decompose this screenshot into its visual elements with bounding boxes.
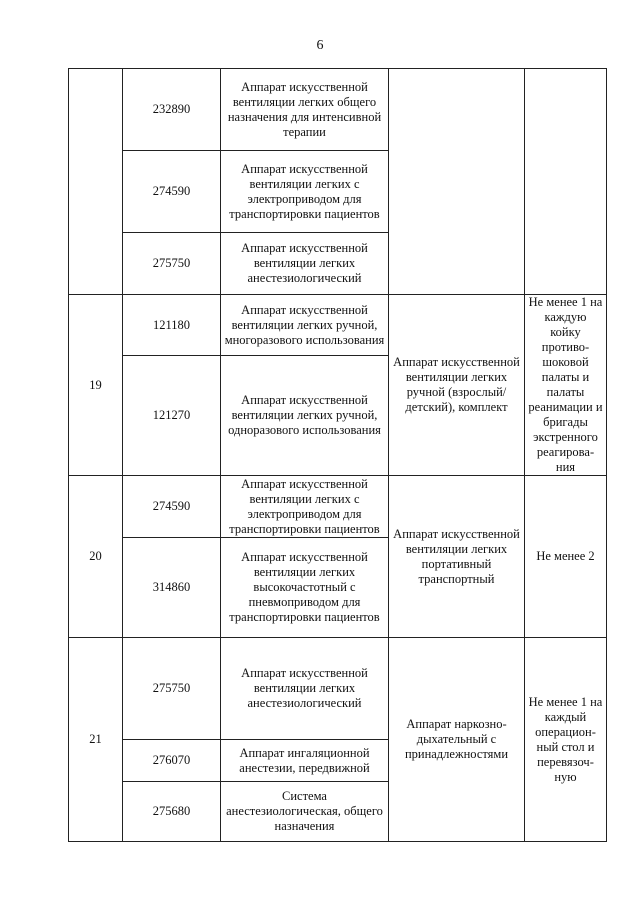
table-row (69, 69, 607, 151)
code-cell: 275750 (123, 638, 221, 740)
table-row (69, 638, 607, 740)
group-number-cell (69, 69, 123, 295)
code-cell: 121180 (123, 295, 221, 356)
page-number: 6 (316, 38, 324, 53)
equipment-table (68, 68, 607, 842)
name-cell: Аппарат искусственной вентиляции легких общего назначения для интенсивной терапии (221, 69, 389, 151)
code-cell: 275750 (123, 233, 221, 295)
quantity-cell (525, 69, 607, 295)
table-row (69, 476, 607, 538)
table-row (69, 295, 607, 356)
quantity-cell: Не менее 1 на каждый операцион-ный стол и перевязоч-ную (525, 638, 607, 842)
group-number-cell: 20 (69, 476, 123, 638)
name-cell: Аппарат искусственной вентиляции легких анестезиологический (221, 638, 389, 740)
device-cell (389, 69, 525, 295)
name-cell: Аппарат ингаляционной анестезии, передвижной (221, 740, 389, 782)
group-number-cell: 19 (69, 295, 123, 476)
name-cell: Система анестезиологическая, общего назначения (221, 782, 389, 842)
device-cell: Аппарат искусственной вентиляции легких портативный транспортный (389, 476, 525, 638)
quantity-cell: Не менее 1 на каждую койку противо-шоковой палаты и палаты реанимации и бригады экстренного реагирова-ния (525, 295, 607, 476)
name-cell: Аппарат искусственной вентиляции легких анестезиологический (221, 233, 389, 295)
group-number-cell: 21 (69, 638, 123, 842)
code-cell: 314860 (123, 538, 221, 638)
name-cell: Аппарат искусственной вентиляции легких с электроприводом для транспортировки пациентов (221, 476, 389, 538)
name-cell: Аппарат искусственной вентиляции легких ручной, одноразового использования (221, 356, 389, 476)
name-cell: Аппарат искусственной вентиляции легких ручной, многоразового использования (221, 295, 389, 356)
quantity-cell: Не менее 2 (525, 476, 607, 638)
code-cell: 275680 (123, 782, 221, 842)
code-cell: 274590 (123, 476, 221, 538)
code-cell: 274590 (123, 151, 221, 233)
device-cell: Аппарат искусственной вентиляции легких ручной (взрослый/детский), комплект (389, 295, 525, 476)
name-cell: Аппарат искусственной вентиляции легких с электроприводом для транспортировки пациентов (221, 151, 389, 233)
code-cell: 121270 (123, 356, 221, 476)
device-cell: Аппарат наркозно-дыхательный с принадлежностями (389, 638, 525, 842)
code-cell: 276070 (123, 740, 221, 782)
code-cell: 232890 (123, 69, 221, 151)
name-cell: Аппарат искусственной вентиляции легких высокочастотный с пневмоприводом для транспортировки пациентов (221, 538, 389, 638)
